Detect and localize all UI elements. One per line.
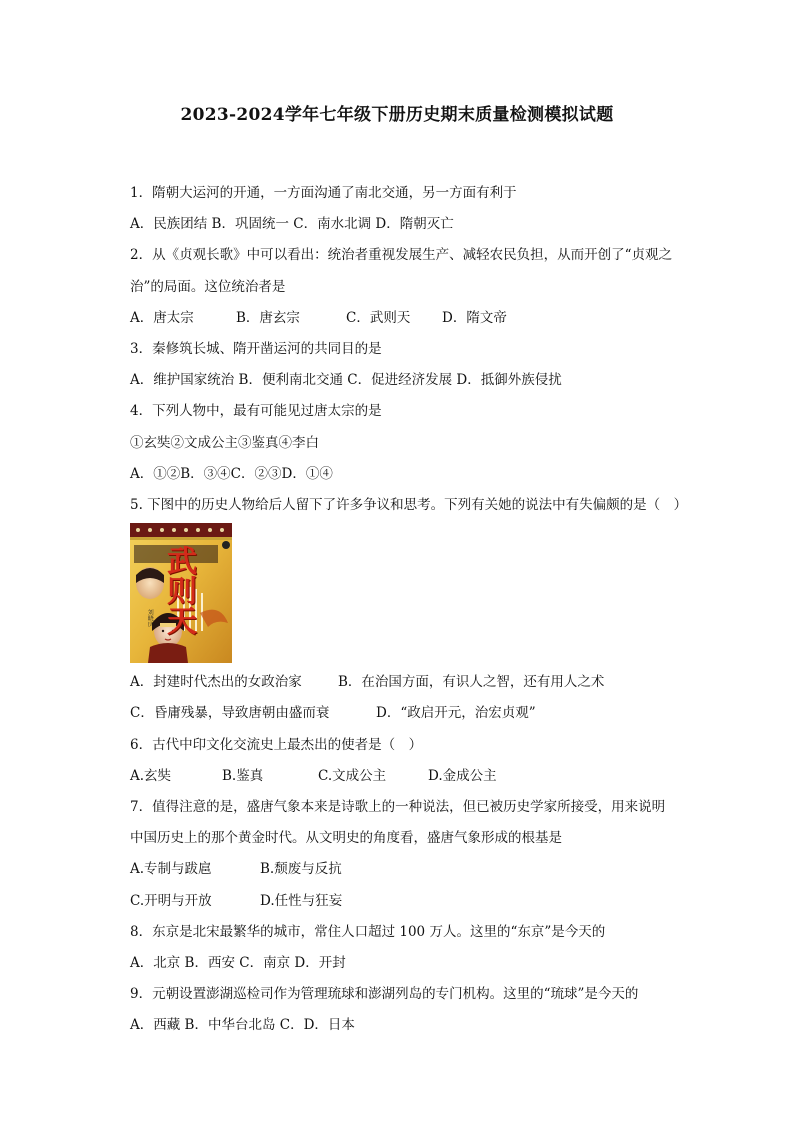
question-2-options	[130, 303, 700, 334]
question-list	[130, 178, 700, 1042]
question-8-stem: 8．东京是北宋最繁华的城市，常住人口超过 100 万人。这里的“东京”是今天的	[130, 923, 606, 940]
poster-actor-name: 刘晓庆	[146, 609, 154, 628]
question-2-stem-line2: 治”的局面。这位统治者是	[130, 278, 286, 295]
wu-zetian-poster-image	[130, 523, 232, 663]
option-b: B.颓废与反抗	[260, 861, 342, 878]
option-d: D.任性与狂妄	[260, 892, 343, 909]
option-d: D.金成公主	[428, 767, 497, 784]
question-1-options: A．民族团结 B．巩固统一 C．南水北调 D．隋朝灭亡	[130, 216, 454, 233]
question-9-options: A．西藏 B．中华台北岛 C．D．日本	[130, 1017, 355, 1034]
question-2-stem-line1: 2．从《贞观长歌》中可以看出：统治者重视发展生产、减轻农民负担，从而开创了“贞观之	[130, 247, 672, 264]
question-8-options: A．北京 B．西安 C．南京 D．开封	[130, 955, 346, 972]
question-6-options	[130, 761, 700, 792]
question-5-options-row2	[130, 698, 700, 729]
option-a: A.专制与跋扈	[130, 861, 212, 878]
question-9-stem: 9．元朝设置澎湖巡检司作为管理琉球和澎湖列岛的专门机构。这里的“琉球”是今天的	[130, 986, 639, 1003]
question-4-options: A．①②B．③④C．②③D．①④	[130, 465, 333, 482]
question-5-stem: 5. 下图中的历史人物给后人留下了许多争议和思考。下列有关她的说法中有失偏颇的是（ ）	[130, 497, 688, 514]
option-c: C．武则天	[346, 309, 411, 326]
question-6-stem: 6．古代中印文化交流史上最杰出的使者是（ ）	[130, 736, 423, 753]
option-d: D．隋文帝	[442, 309, 507, 326]
question-7-options-row2	[130, 886, 700, 917]
question-5-options-row1	[130, 667, 700, 698]
option-a: A．封建时代杰出的女政治家	[130, 674, 302, 691]
question-4-stem: 4．下列人物中，最有可能见过唐太宗的是	[130, 403, 382, 420]
option-c: C.文成公主	[318, 767, 387, 784]
option-d: D．“政启开元，治宏贞观”	[376, 705, 536, 722]
question-7-stem-line2: 中国历史上的那个黄金时代。从文明史的角度看，盛唐气象形成的根基是	[130, 830, 562, 847]
option-c: C．昏庸残暴，导致唐朝由盛而衰	[130, 705, 330, 722]
question-4-items: ①玄奘②文成公主③鉴真④李白	[130, 434, 319, 451]
option-a: A．唐太宗	[130, 309, 194, 326]
question-7-options-row1	[130, 854, 700, 885]
poster-title: 武则天	[161, 545, 196, 636]
page-title: 2023-2024学年七年级下册历史期末质量检测模拟试题	[180, 105, 614, 125]
option-b: B.鉴真	[222, 767, 264, 784]
question-3-stem: 3．秦修筑长城、隋开凿运河的共同目的是	[130, 341, 382, 358]
question-1-stem: 1．隋朝大运河的开通，一方面沟通了南北交通，另一方面有利于	[130, 185, 517, 201]
option-c: C.开明与开放	[130, 892, 212, 909]
option-b: B．在治国方面，有识人之智，还有用人之术	[338, 674, 605, 691]
option-b: B．唐玄宗	[236, 309, 300, 326]
question-3-options: A．维护国家统治 B．便利南北交通 C．促进经济发展 D．抵御外族侵扰	[130, 372, 562, 389]
option-a: A.玄奘	[130, 767, 172, 784]
question-7-stem-line1: 7．值得注意的是，盛唐气象本来是诗歌上的一种说法，但已被历史学家所接受，用来说明	[130, 799, 666, 816]
